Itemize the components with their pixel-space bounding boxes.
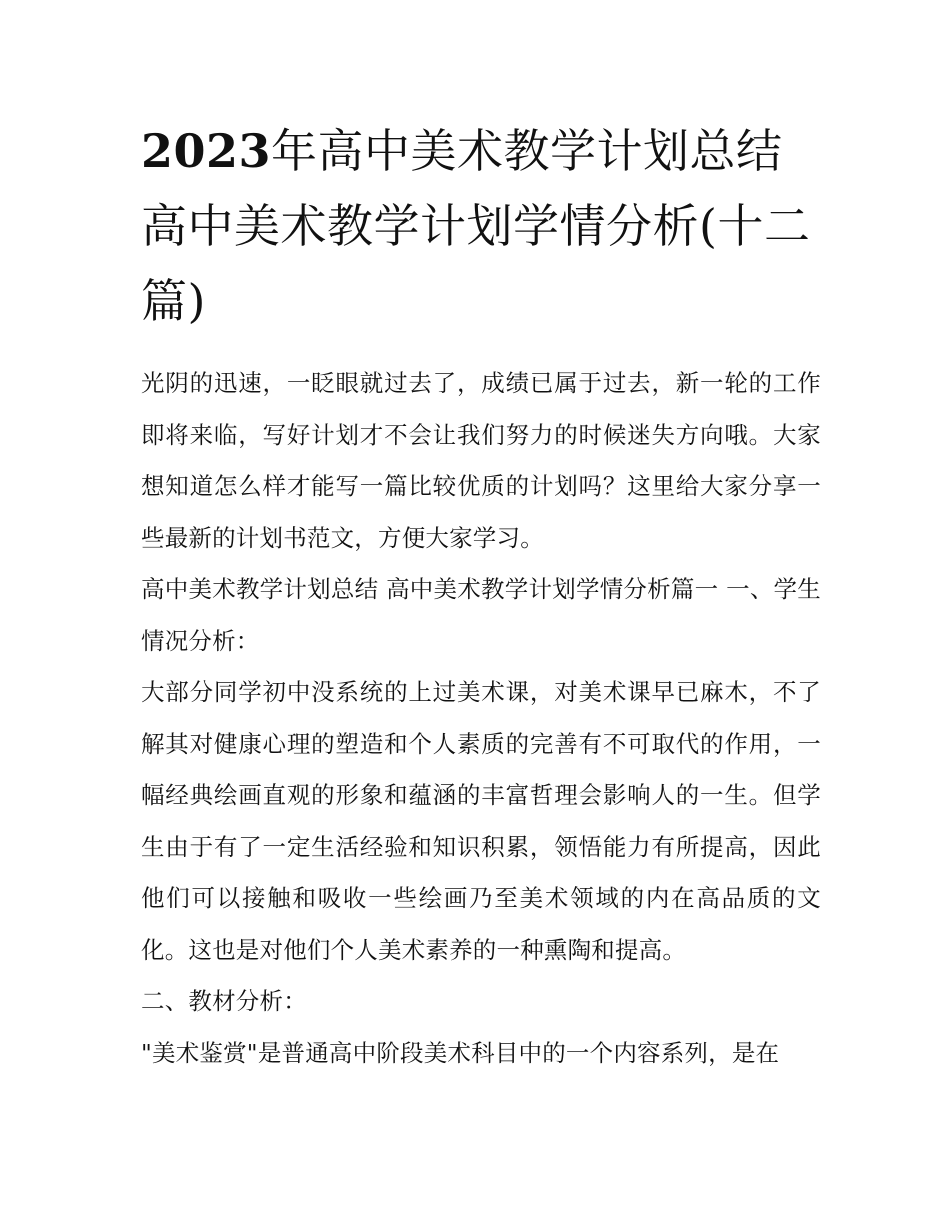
title-text: 年高中美术教学计划总结高中美术教学计划学情分析(十二篇) (141, 124, 811, 328)
section-heading-1: 高中美术教学计划总结 高中美术教学计划学情分析篇一 一、学生情况分析： (141, 575, 821, 655)
document-title (141, 114, 821, 339)
textbook-analysis-paragraph: "美术鉴赏"是普通高中阶段美术科目中的一个内容系列，是在 (141, 1038, 780, 1067)
section-heading-2: 二、教材分析： (141, 987, 307, 1015)
title-year: 2023 (141, 124, 272, 178)
intro-paragraph: 光阴的迅速，一眨眼就过去了，成绩已属于过去，新一轮的工作即将来临，写好计划才不会让我们努力的时候迷失方向哦。大家想知道怎么样才能写一篇比较优质的计划吗？这里给大家分享一些最新的计划书范文，方便大家学习。 (141, 369, 821, 552)
document-body (141, 358, 821, 1079)
student-analysis-paragraph: 大部分同学初中没系统的上过美术课，对美术课早已麻木，不了解其对健康心理的塑造和个人素质的完善有不可取代的作用，一幅经典绘画直观的形象和蕴涵的丰富哲理会影响人的一生。但学生由于有了一定生活经验和知识积累，领悟能力有所提高，因此他们可以接触和吸收一些绘画乃至美术领域的内在高品质的文化。这也是对他们个人美术素养的一种熏陶和提高。 (141, 678, 821, 964)
